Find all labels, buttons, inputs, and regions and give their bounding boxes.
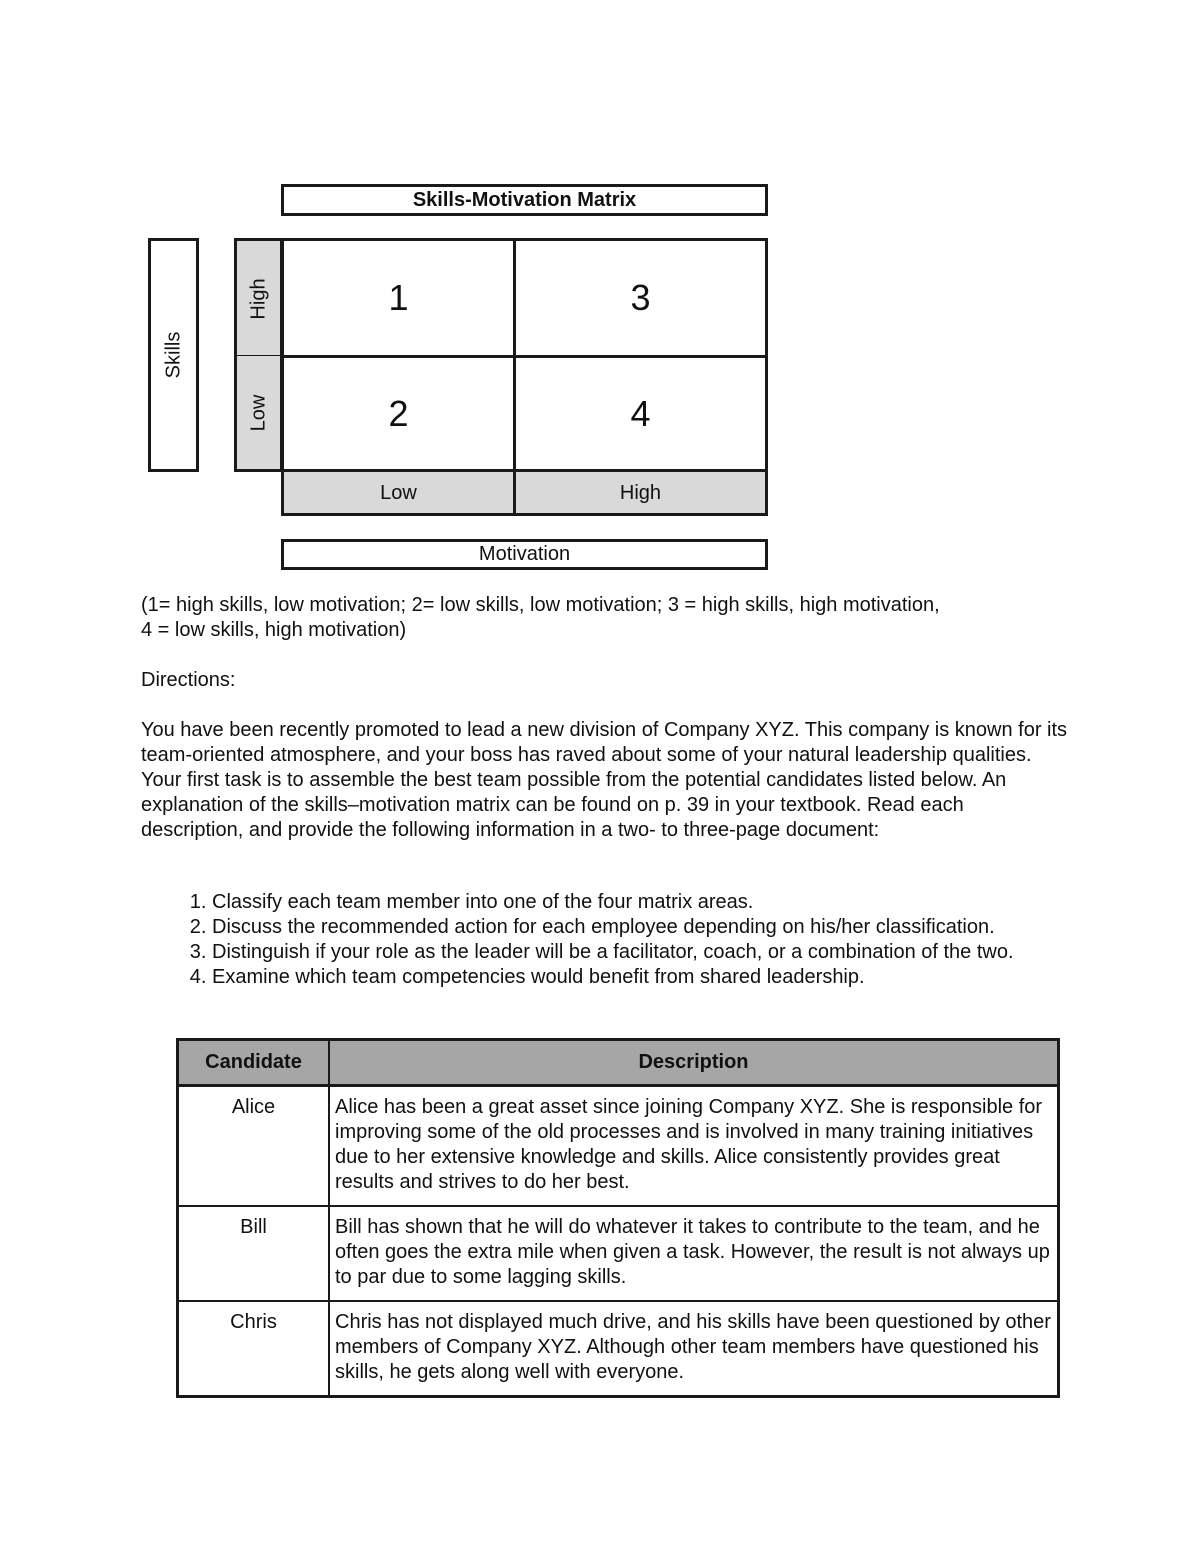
matrix-cell-2: 2 <box>388 392 409 434</box>
task-item: 1. Classify each team member into one of the four matrix areas. <box>212 890 1071 915</box>
row-label-high <box>234 238 283 357</box>
candidate-name: Bill <box>178 1206 330 1301</box>
task-item: 3. Distinguish if your role as the leader will be a facilitator, coach, or a combination of the two. <box>212 940 1071 965</box>
skills-axis-label: Skills <box>162 331 184 379</box>
directions-heading: Directions: <box>141 669 236 691</box>
column-label-high: High <box>619 482 662 504</box>
candidates-table <box>176 1038 1060 1398</box>
task-item: 2. Discuss the recommended action for each employee depending on his/her classification. <box>212 915 1071 940</box>
matrix-cell-3: 3 <box>630 277 651 318</box>
candidate-description: Bill has shown that he will do whatever it takes to contribute to the team, and he often goes the extra mile when given a task. However, the result is not always up to par due to some lagging skills. <box>329 1206 1059 1301</box>
header-description: Description <box>329 1040 1059 1086</box>
matrix-cell-1: 1 <box>388 277 409 318</box>
row-label-low <box>234 355 283 472</box>
task-item: 4. Examine which team competencies would benefit from shared leadership. <box>212 965 1071 990</box>
column-labels <box>281 469 768 516</box>
row-label-high-text: High <box>247 277 269 320</box>
skills-axis-box <box>148 238 199 472</box>
matrix-grid <box>281 238 768 472</box>
header-candidate: Candidate <box>178 1040 330 1086</box>
motivation-axis-label: Motivation <box>281 539 768 570</box>
row-label-low-text: Low <box>247 394 269 431</box>
legend-line-1: (1= high skills, low motivation; 2= low skills, low motivation; 3 = high skills, high motivation, <box>141 594 940 616</box>
candidate-description: Alice has been a great asset since joining Company XYZ. She is responsible for improving some of the old processes and is involved in many training initiatives due to her extensive knowledge and skills. Alice consistently provides great results and strives to do her best. <box>329 1086 1059 1207</box>
table-row <box>178 1086 1059 1207</box>
matrix-cell-4: 4 <box>630 392 651 434</box>
matrix-legend <box>141 593 1071 643</box>
intro-paragraph: You have been recently promoted to lead a new division of Company XYZ. This company is known for its team-oriented atmosphere, and your boss has raved about some of your natural leadership qualities. Your first task is to assemble the best team possible from the potential candidates listed below. An explanation of the skills–motivation matrix can be found on p. 39 in your textbook. Read each description, and provide the following information in a two- to three-page document: <box>141 719 1068 841</box>
task-list <box>141 890 1071 990</box>
column-label-low: Low <box>380 482 417 504</box>
table-row <box>178 1301 1059 1397</box>
matrix-title: Skills-Motivation Matrix <box>281 184 768 216</box>
candidate-name: Alice <box>178 1086 330 1207</box>
table-header-row <box>178 1040 1059 1086</box>
candidate-description: Chris has not displayed much drive, and his skills have been questioned by other members of Company XYZ. Although other team members have questioned his skills, he gets along well with everyone. <box>329 1301 1059 1397</box>
legend-line-2: 4 = low skills, high motivation) <box>141 619 407 641</box>
table-row <box>178 1206 1059 1301</box>
candidate-name: Chris <box>178 1301 330 1397</box>
